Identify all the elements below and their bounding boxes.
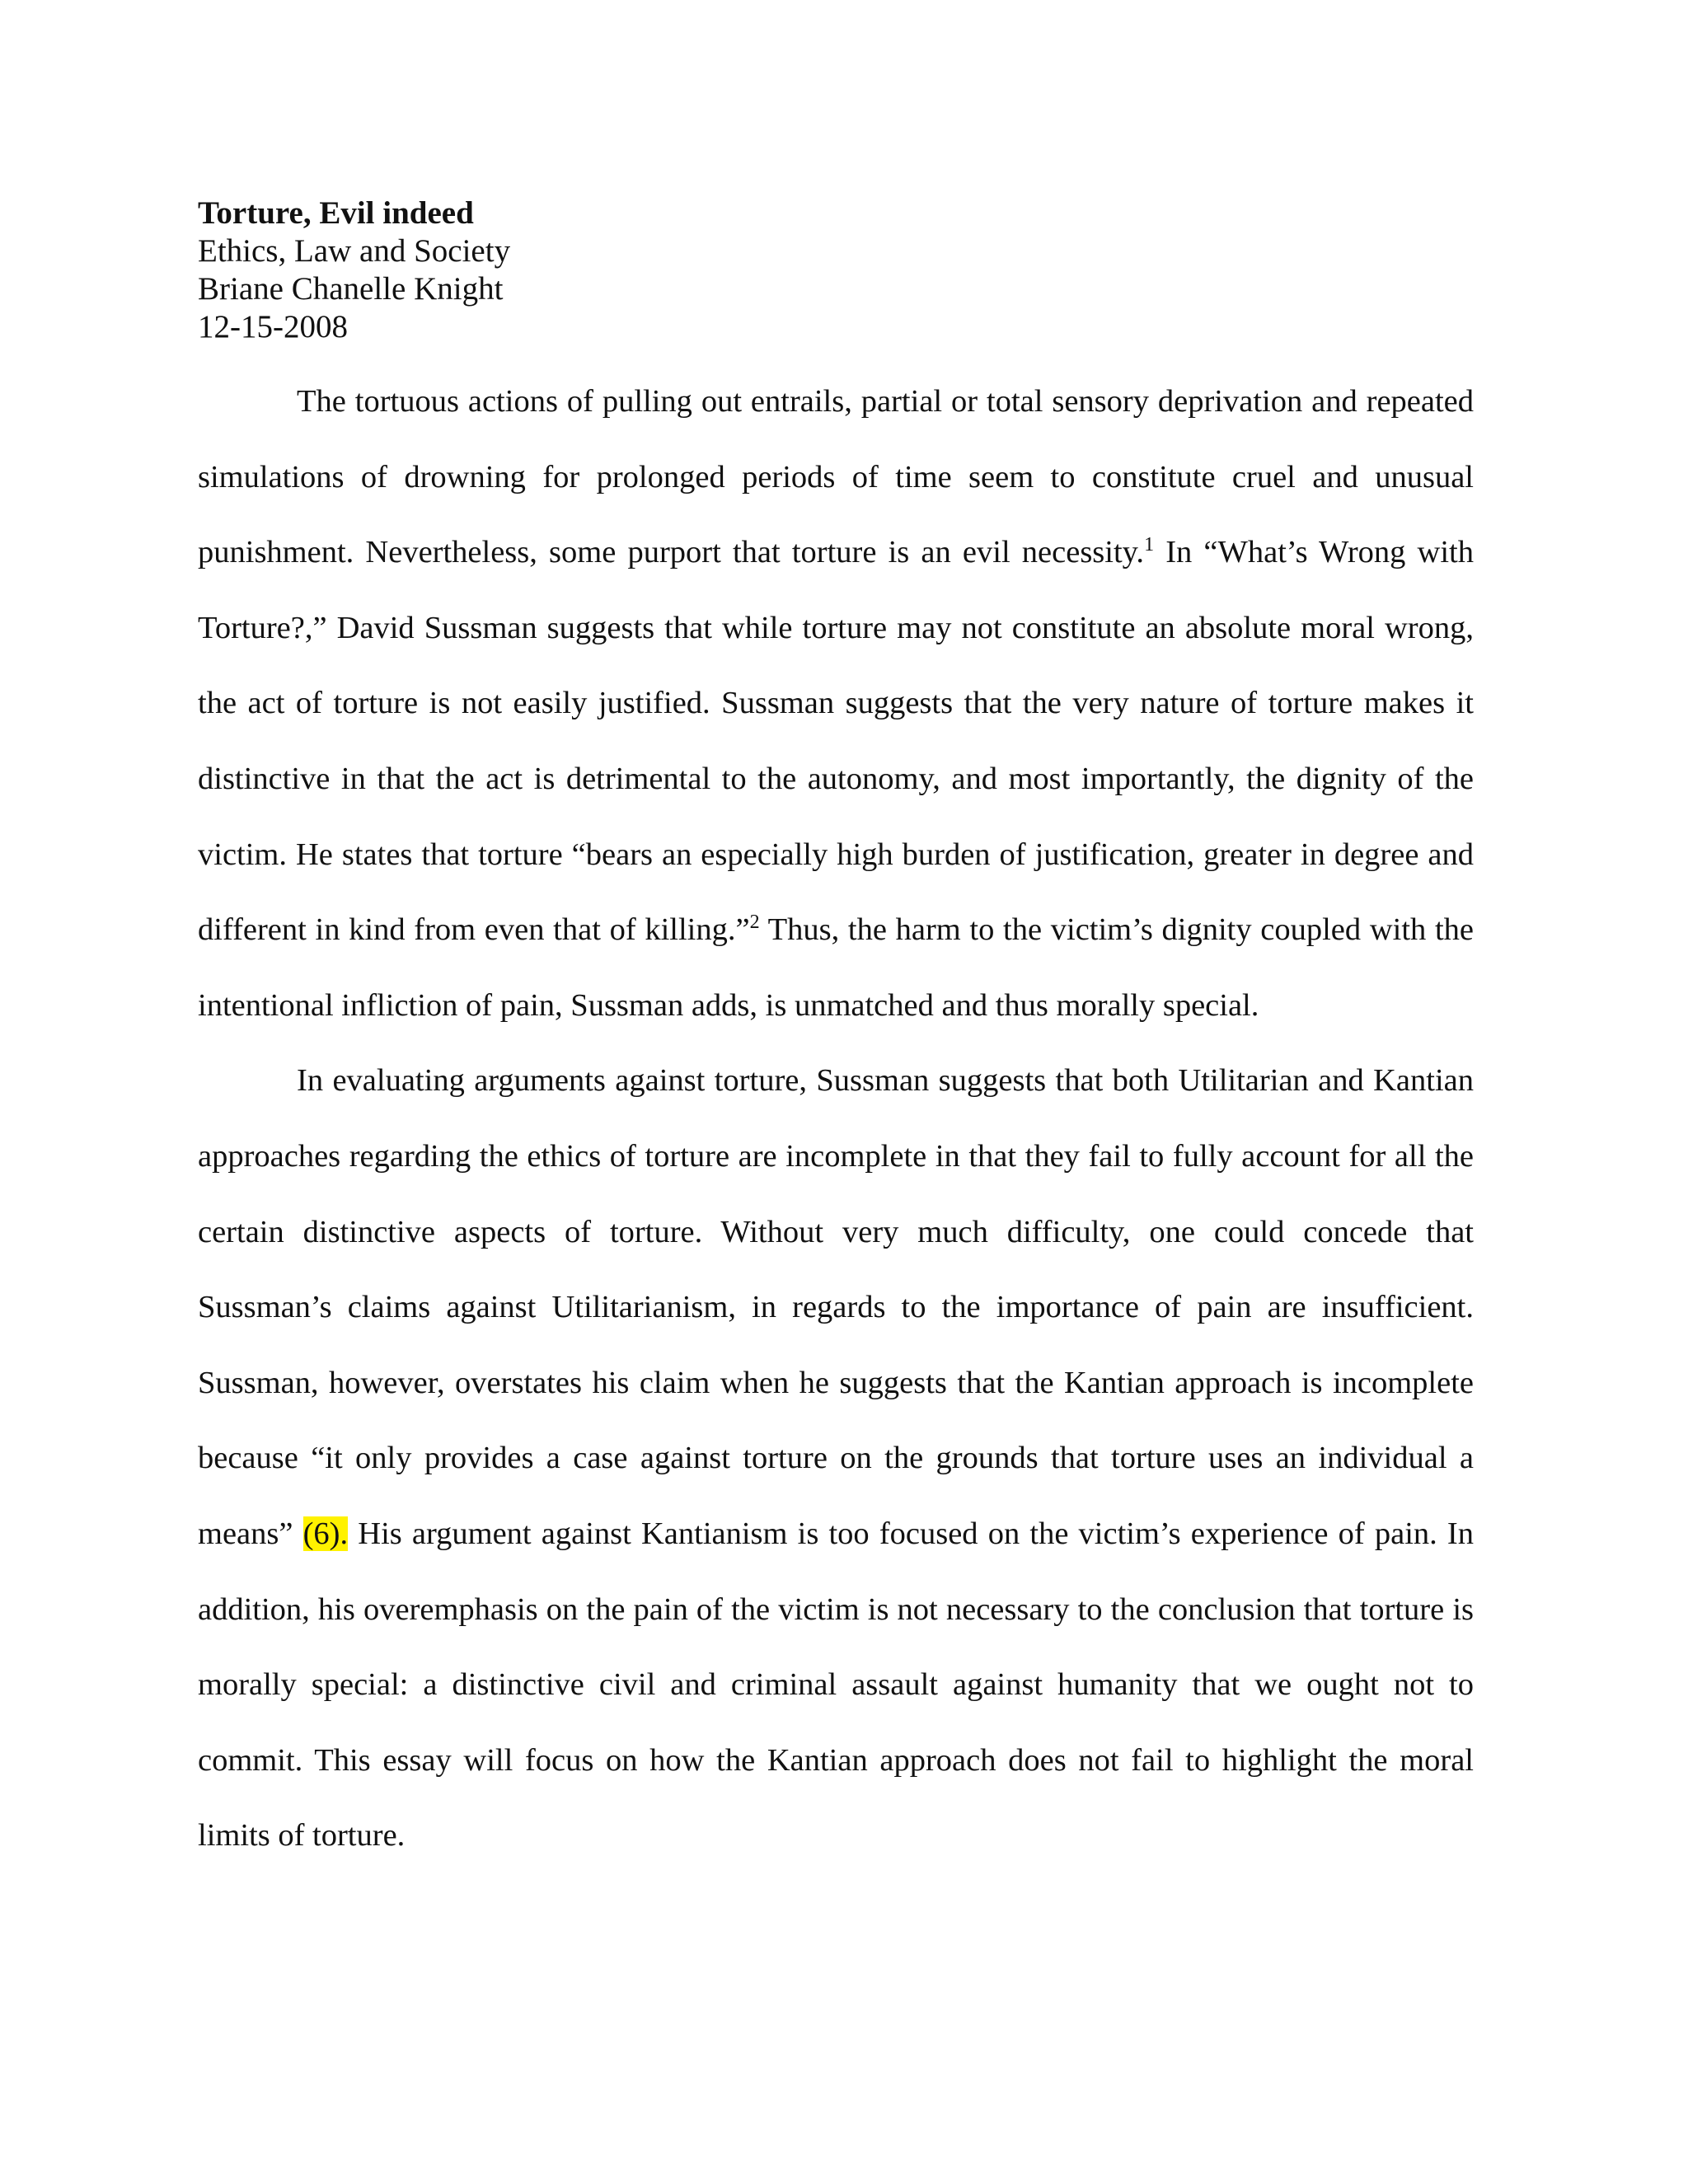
document-body [198, 364, 1474, 1874]
document-date: 12-15-2008 [198, 309, 348, 344]
document-page [198, 194, 1474, 1874]
paragraph-2-text-a: In evaluating arguments against torture, Sussman suggests that both Utilitarian and Kantian approaches regarding the ethics of torture are incomplete in that they fail to fully account for all the certain distinctive aspects of torture. Without very much difficulty, one could concede that Sussman’s claims against Utilitarianism, in regards to the importance of pain are insufficient. Sussman, however, overstates his claim when he suggests that the Kantian approach is incomplete because “it only provides a case against torture on the grounds that torture uses an individual a means” [198, 1063, 1474, 1551]
paragraph-1 [198, 364, 1474, 1043]
paragraph-2 [198, 1043, 1474, 1874]
paragraph-1-text-b: In “What’s Wrong with Torture?,” David Sussman suggests that while torture may not constitute an absolute moral wrong, the act of torture is not easily justified. Sussman suggests that the very nature of torture makes it distinctive in that the act is detrimental to the autonomy, and most importantly, the dignity of the victim. He states that torture “bears an especially high burden of justification, greater in degree and different in kind from even that of killing.” [198, 535, 1474, 948]
author-name: Briane Chanelle Knight [198, 271, 504, 307]
course-name: Ethics, Law and Society [198, 233, 511, 269]
paragraph-1-text-c: Thus, the harm to the victim’s dignity coupled with the intentional infliction of pain, Sussman adds, is unmatched and thus morally special. [198, 912, 1474, 1023]
highlighted-citation: (6). [302, 1516, 349, 1551]
paragraph-2-text-b: His argument against Kantianism is too focused on the victim’s experience of pain. In addition, his overemphasis on the pain of the victim is not necessary to the conclusion that torture is morally special: a distinctive civil and criminal assault against humanity that we ought not to commit. This essay will focus on how the Kantian approach does not fail to highlight the moral limits of torture. [198, 1516, 1474, 1854]
paragraph-1-text-a: The tortuous actions of pulling out entrails, partial or total sensory deprivation and repeated simulations of drowning for prolonged periods of time seem to constitute cruel and unusual punishment. Nevertheless, some purport that torture is an evil necessity. [198, 384, 1474, 570]
footnote-marker-1[interactable]: 1 [1144, 534, 1155, 556]
document-header [198, 194, 1474, 346]
document-title: Torture, Evil indeed [198, 195, 474, 231]
footnote-marker-2[interactable]: 2 [749, 912, 760, 934]
